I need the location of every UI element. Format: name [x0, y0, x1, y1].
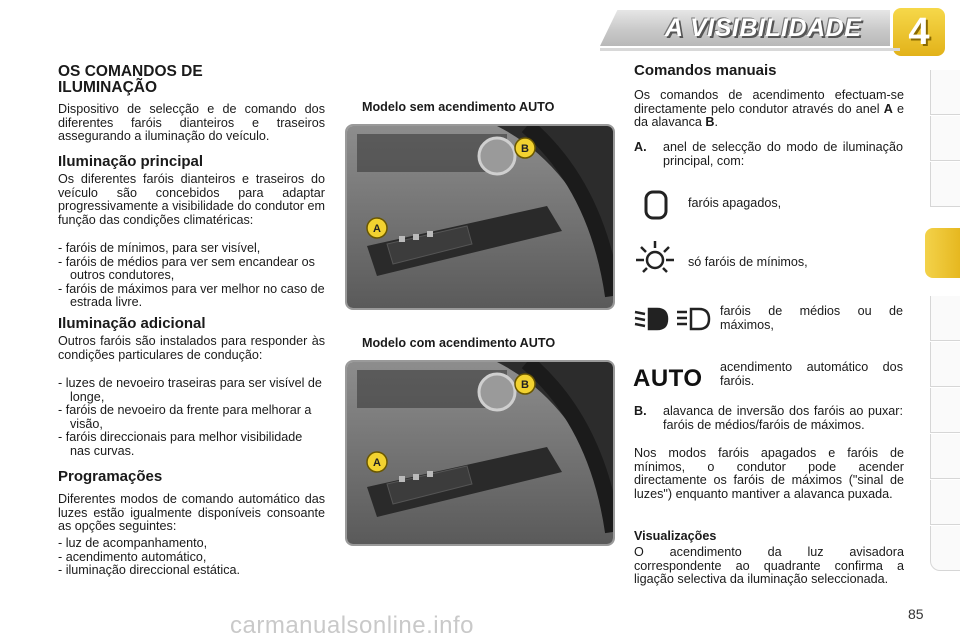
main-lighting-list [58, 242, 325, 310]
photo-caption-bottom: Modelo com acendimento AUTO [362, 336, 556, 350]
mode-text: faróis de médios ou de máximos, [720, 304, 903, 332]
programs-heading: Programações [58, 468, 163, 485]
photo-caption-top: Modelo sem acendimento AUTO [362, 100, 555, 114]
chapter-badge: 4 [893, 8, 945, 56]
item-a-label: A. [634, 140, 647, 154]
programs-text: Diferentes modos de comando automático das luzes estão igualmente disponíveis consoante as opções seguintes: [58, 492, 325, 534]
page-number: 85 [908, 606, 924, 622]
flash-note: Nos modos faróis apagados e faróis de mínimos, o condutor pode acender directamente os faróis de máximos ("sinal de luzes") enquanto mantiver a alavanca puxada. [634, 446, 904, 501]
section-title: OS COMANDOS DE ILUMINAÇÃO [58, 63, 203, 96]
programs-list [58, 537, 325, 578]
stalk-photo-manual [345, 124, 615, 310]
page-title: A VISIBILIDADE [665, 14, 862, 42]
chapter-tab[interactable] [930, 434, 960, 479]
chapter-tab[interactable] [930, 116, 960, 161]
chapter-tab[interactable] [930, 388, 960, 433]
list-item: - faróis de nevoeiro da frente para melhorar a visão, [58, 403, 312, 431]
intro-paragraph: Dispositivo de selecção e de comando dos diferentes faróis dianteiros e traseiros assegurando a iluminação do veículo. [58, 102, 325, 144]
item-a-text: anel de selecção do modo de iluminação principal, com: [663, 140, 903, 168]
auto-lights-icon: AUTO [633, 365, 703, 392]
chapter-tab-active[interactable] [925, 228, 960, 278]
low-high-beam-icon [633, 304, 713, 339]
mode-text: só faróis de mínimos, [688, 255, 808, 269]
chapter-tab[interactable] [930, 342, 960, 387]
chapter-tab[interactable] [930, 162, 960, 207]
chapter-tab[interactable] [930, 526, 960, 571]
lights-off-icon [643, 190, 669, 225]
callout-a: A [373, 223, 381, 235]
item-b-label: B. [634, 404, 647, 418]
manual-controls-heading: Comandos manuais [634, 62, 777, 79]
list-item: - faróis de médios para ver sem encandear os outros condutores, [58, 254, 315, 283]
visualizations-text: O acendimento da luz avisadora correspondente ao quadrante confirma a ligação selectiva da iluminação seleccionada. [634, 545, 904, 587]
visualizations-heading: Visualizações [634, 529, 717, 543]
callout-a: A [373, 457, 381, 469]
stalk-photo-auto [345, 360, 615, 546]
extra-lighting-text: Outros faróis são instalados para responder às condições particulares de condução: [58, 334, 325, 362]
list-item: - acendimento automático, [58, 549, 207, 564]
list-item: - faróis de máximos para ver melhor no caso de estrada livre. [58, 281, 325, 310]
item-b-text: alavanca de inversão dos faróis ao puxar: faróis de médios/faróis de máximos. [663, 404, 903, 432]
extra-lighting-list [58, 377, 325, 459]
header-rule [600, 48, 900, 51]
manual-controls-intro: Os comandos de acendimento efectuam-se directamente pelo condutor através do anel A e da alavanca B. [634, 88, 904, 130]
list-item: - iluminação direccional estática. [58, 563, 240, 578]
list-item: - luzes de nevoeiro traseiras para ser visível de longe, [58, 376, 322, 404]
extra-lighting-heading: Iluminação adicional [58, 315, 206, 332]
callout-b: B [521, 379, 529, 391]
main-lighting-text: Os diferentes faróis dianteiros e traseiros do veículo são concebidos para adaptar progressivamente a visibilidade do condutor em função das condições climatéricas: [58, 172, 325, 227]
mode-text: faróis apagados, [688, 196, 782, 210]
list-item: - luz de acompanhamento, [58, 536, 208, 550]
callout-b: B [521, 143, 529, 155]
chapter-tab[interactable] [930, 480, 960, 525]
chapter-tab[interactable] [930, 70, 960, 115]
sidelights-icon [633, 238, 677, 283]
main-lighting-heading: Iluminação principal [58, 153, 204, 170]
watermark: carmanualsonline.info [230, 612, 474, 639]
chapter-tab[interactable] [930, 296, 960, 341]
list-item: - faróis direccionais para melhor visibilidade nas curvas. [58, 430, 303, 458]
list-item: - faróis de mínimos, para ser visível, [58, 241, 261, 255]
mode-text: acendimento automático dos faróis. [720, 360, 903, 388]
